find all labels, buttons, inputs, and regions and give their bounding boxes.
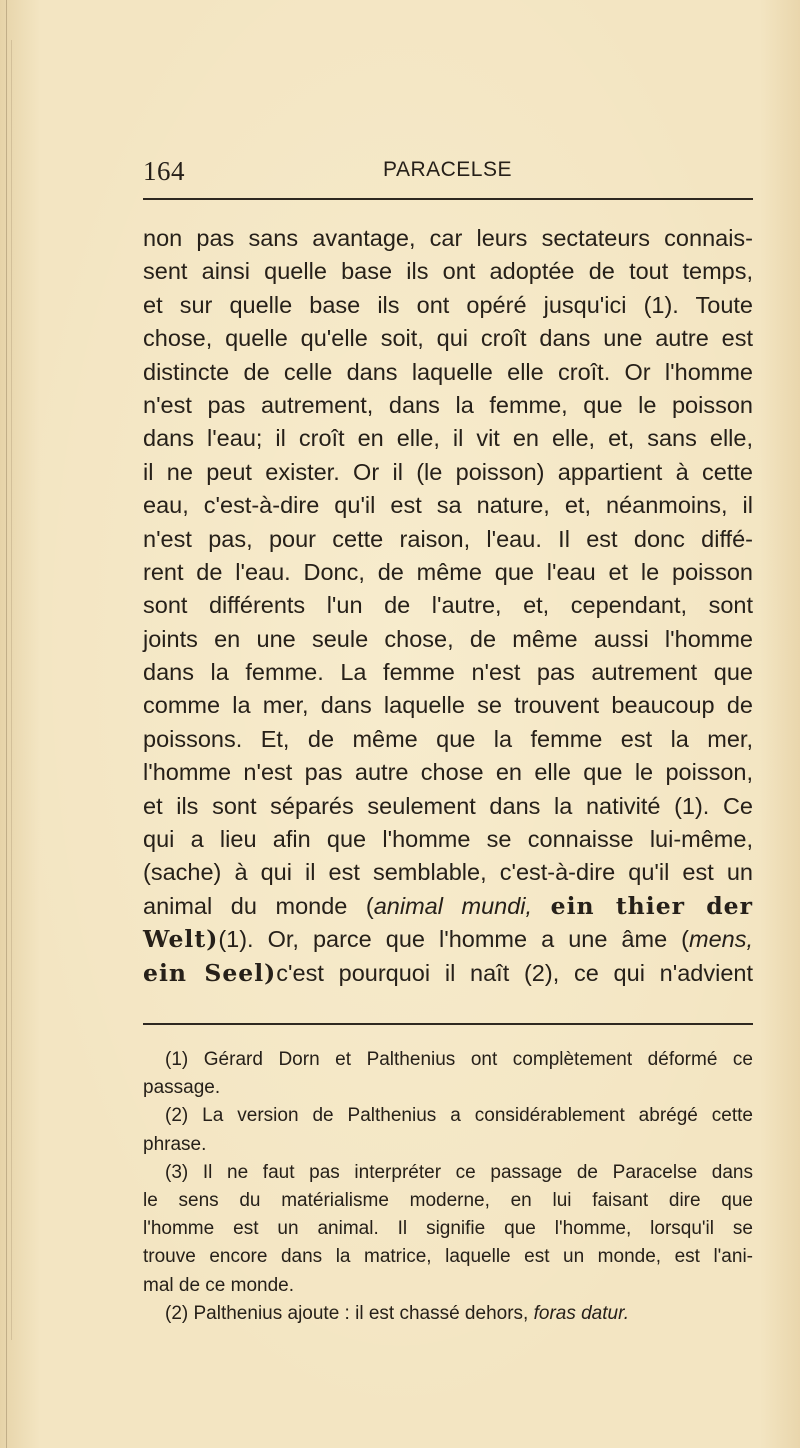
text-span: animal du monde ( — [143, 892, 374, 919]
text-line: et sur quelle base ils ont opéré jusqu'ici (1). Toute — [143, 291, 753, 318]
text-line — [143, 890, 753, 923]
italic-latin-phrase: foras datur. — [533, 1302, 629, 1324]
text-line: rent de l'eau. Donc, de même que l'eau et le poisson — [143, 558, 753, 585]
footnote-line: le sens du matérialisme moderne, en lui faisant dire que — [143, 1189, 753, 1211]
text-line — [143, 923, 753, 956]
text-line: n'est pas, pour cette raison, l'eau. Il est donc diffé- — [143, 525, 753, 552]
page-edge-line — [6, 0, 7, 1448]
text-line: joints en une seule chose, de même aussi l'homme — [143, 625, 753, 652]
italic-latin-phrase: mens, — [689, 926, 753, 953]
fraktur-german-phrase: ein Seel) — [143, 958, 277, 987]
fraktur-german-phrase: Welt) — [143, 925, 219, 954]
text-line: sont différents l'un de l'autre, et, cependant, sont — [143, 592, 753, 619]
italic-latin-phrase: animal mundi, — [373, 892, 533, 919]
page-number: 164 — [143, 156, 185, 186]
text-span: (2) Palthenius ajoute : il est chassé dehors, — [165, 1302, 529, 1324]
text-line: chose, quelle qu'elle soit, qui croît dans une autre est — [143, 325, 753, 352]
text-line: distincte de celle dans laquelle elle croît. Or l'homme — [143, 358, 753, 385]
text-line: l'homme n'est pas autre chose en elle que le poisson, — [143, 759, 753, 786]
footnote-line: (1) Gérard Dorn et Palthenius ont complètement déformé ce — [165, 1049, 753, 1070]
footnote-line — [143, 1300, 753, 1328]
footnotes — [143, 1046, 753, 1328]
footnote-line: l'homme est un animal. Il signifie que l'homme, lorsqu'il se — [143, 1218, 753, 1240]
running-title: PARACELSE — [383, 158, 512, 181]
text-line: non pas sans avantage, car leurs sectateurs connais- — [143, 225, 753, 251]
text-line: (sache) à qui il est semblable, c'est-à-dire qu'il est un — [143, 859, 753, 886]
text-span: c'est pourquoi il naît (2), ce qui n'advient — [276, 959, 753, 986]
footnote-line: passage. — [143, 1077, 221, 1099]
page-edge-line — [11, 40, 12, 1340]
page-header — [143, 150, 753, 194]
footnote-rule — [143, 1023, 753, 1025]
text-line: eau, c'est-à-dire qu'il est sa nature, et, néanmoins, il — [143, 492, 753, 519]
text-line: n'est pas autrement, dans la femme, que le poisson — [143, 391, 753, 418]
text-span: (1). Or, parce que l'homme a une âme ( — [218, 926, 689, 953]
header-rule — [143, 198, 753, 200]
text-line: il ne peut exister. Or il (le poisson) appartient à cette — [143, 458, 753, 485]
text-line: sent ainsi quelle base ils ont adoptée de tout temps, — [143, 258, 753, 285]
footnote-line: mal de ce monde. — [143, 1274, 295, 1296]
text-line: dans la femme. La femme n'est pas autrement que — [143, 659, 753, 686]
text-line: dans l'eau; il croît en elle, il vit en elle, et, sans elle, — [143, 425, 753, 452]
text-line: qui a lieu afin que l'homme se connaisse lui-même, — [143, 826, 753, 853]
footnote-line: phrase. — [143, 1133, 207, 1155]
text-line: poissons. Et, de même que la femme est la mer, — [143, 725, 753, 752]
footnote-line: (3) Il ne faut pas interpréter ce passage de Paracelse dans — [165, 1161, 753, 1183]
fraktur-german-phrase: ein thier der — [550, 891, 753, 920]
text-line — [143, 957, 753, 990]
footnote-line: (2) La version de Palthenius a considérablement abrégé cette — [165, 1105, 753, 1127]
body-text — [143, 222, 753, 990]
text-line: et ils sont séparés seulement dans la nativité (1). Ce — [143, 792, 753, 819]
footnote-line: trouve encore dans la matrice, laquelle est un monde, est l'ani- — [143, 1246, 753, 1268]
text-line: comme la mer, dans laquelle se trouvent beaucoup de — [143, 692, 753, 719]
